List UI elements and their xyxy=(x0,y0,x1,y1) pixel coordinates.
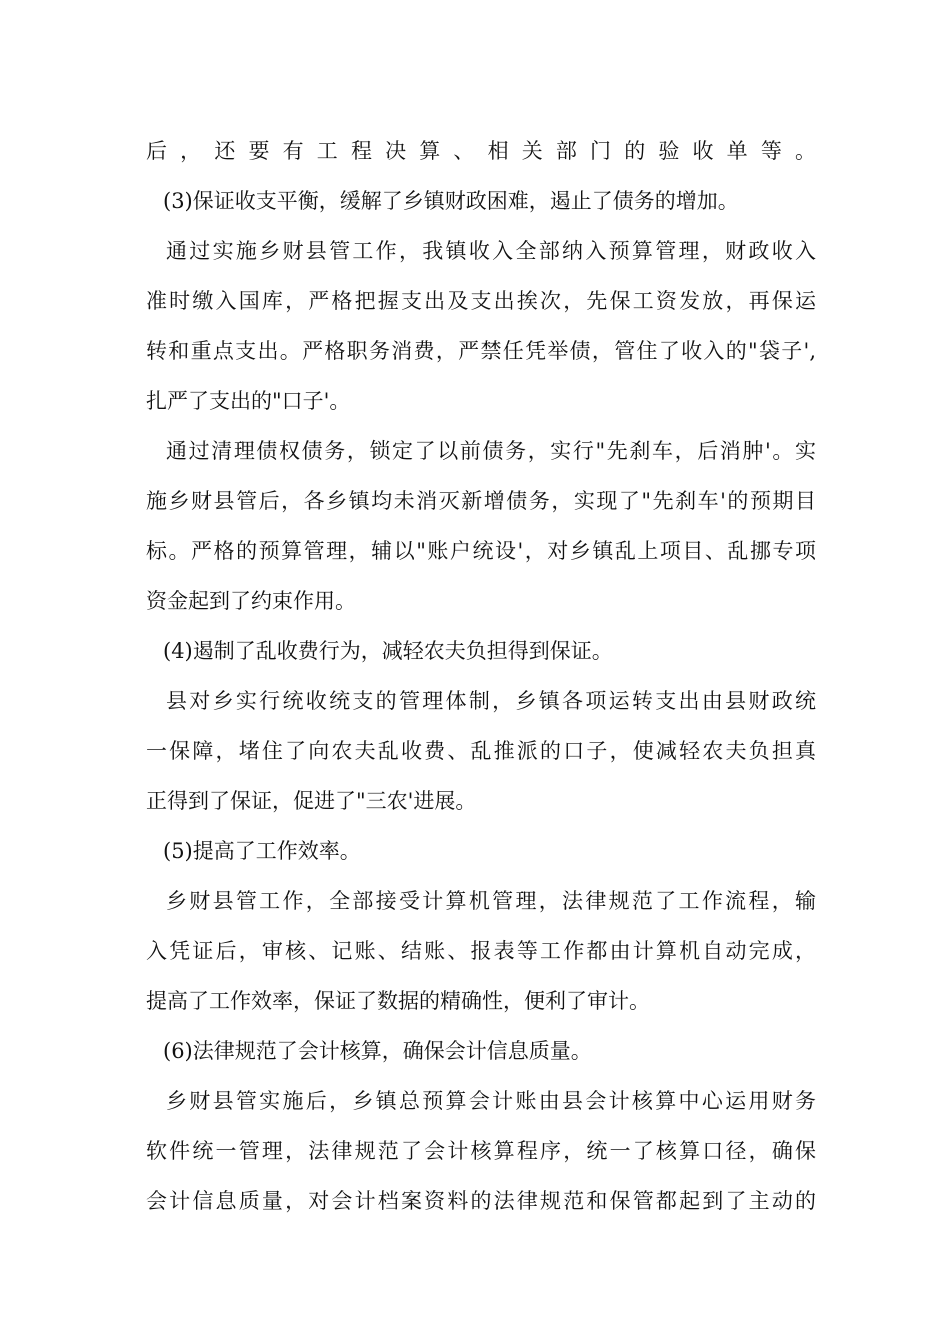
section-heading: (3)保证收支平衡，缓解了乡镇财政困难，遏止了债务的增加。 xyxy=(163,189,739,213)
paragraph-line: 县对乡实行统收统支的管理体制，乡镇各项运转支出由县财政统 xyxy=(166,689,816,713)
paragraph-line: 施乡财县管后，各乡镇均未消灭新增债务，实现了"先刹车'的预期目 xyxy=(146,489,816,513)
paragraph-line: 准时缴入国库，严格把握支出及支出挨次，先保工资发放，再保运 xyxy=(146,289,816,313)
paragraph-line: 一保障，堵住了向农夫乱收费、乱推派的口子，使减轻农夫负担真 xyxy=(146,739,816,763)
paragraph-line: 转和重点支出。严格职务消费，严禁任凭举债，管住了收入的"袋子', xyxy=(146,339,816,363)
paragraph-line: 入凭证后，审核、记账、结账、报表等工作都由计算机自动完成， xyxy=(146,939,816,963)
section-heading: (5)提高了工作效率。 xyxy=(163,839,361,863)
paragraph-line: 乡财县管工作，全部接受计算机管理，法律规范了工作流程，输 xyxy=(166,889,816,913)
paragraph-line: 软件统一管理，法律规范了会计核算程序，统一了核算口径，确保 xyxy=(146,1139,816,1163)
paragraph-line: 资金起到了约束作用。 xyxy=(146,589,356,613)
section-heading: (6)法律规范了会计核算，确保会计信息质量。 xyxy=(163,1039,592,1063)
paragraph-line: 后，还要有工程决算、相关部门的验收单等。 xyxy=(146,139,816,163)
paragraph-line: 通过实施乡财县管工作，我镇收入全部纳入预算管理，财政收入 xyxy=(166,239,816,263)
section-heading: (4)遏制了乱收费行为，减轻农夫负担得到保证。 xyxy=(163,639,613,663)
paragraph-line: 扎严了支出的"口子'。 xyxy=(146,389,351,413)
paragraph-line: 标。严格的预算管理，辅以"账户统设'，对乡镇乱上项目、乱挪专项 xyxy=(146,539,816,563)
paragraph-line: 正得到了保证，促进了"三农'进展。 xyxy=(146,789,477,813)
paragraph-line: 会计信息质量，对会计档案资料的法律规范和保管都起到了主动的 xyxy=(146,1189,816,1213)
paragraph-line: 通过清理债权债务，锁定了以前债务，实行"先刹车，后消肿'。实 xyxy=(166,439,816,463)
paragraph-line: 提高了工作效率，保证了数据的精确性，便利了审计。 xyxy=(146,989,650,1013)
paragraph-line: 乡财县管实施后，乡镇总预算会计账由县会计核算中心运用财务 xyxy=(166,1089,816,1113)
